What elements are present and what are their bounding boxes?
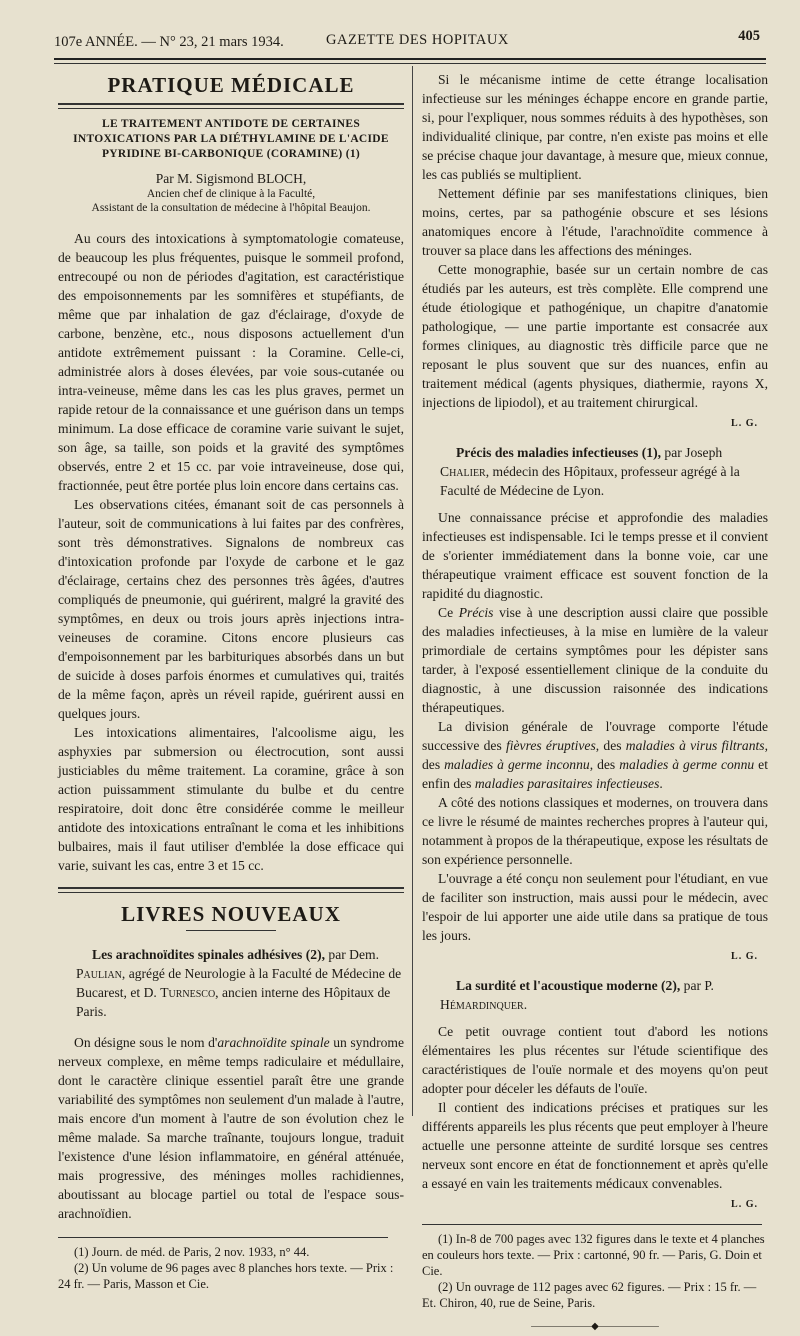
footnote: (2) Un volume de 96 pages avec 8 planches hors texte. — Prix : 24 fr. — Paris, Masson et Cie.	[58, 1261, 394, 1291]
review-paragraph: Ce Précis vise à une description aussi claire que possible des maladies infectieuses, à la mise en lumière de la valeur primordiale de certains symptômes pour les dépister sans tarder, à l'exposé essentiellement clinique de la conduite du diagnostic, à une discussion raisonnée des indications thérapeutiques.	[422, 605, 769, 715]
book-author: Turnesco	[160, 985, 216, 1000]
footnote-rule	[58, 1237, 388, 1238]
footnote: (1) In-8 de 700 pages avec 132 figures dans le texte et 4 planches en couleurs hors texte. — Prix : cartonné, 90 fr. — Paris, G. Doin et Cie.	[422, 1232, 765, 1278]
page-number: 405	[738, 28, 760, 44]
review-paragraph: Ce petit ouvrage contient tout d'abord les notions élémentaires les plus récentes sur l'étude scientifique des caractéristiques de l'ouïe normale et des moyens qu'on peut adopter pour déceler les défauts de l'ouïe.	[422, 1024, 768, 1096]
reviewer-signature: L. G.	[731, 418, 758, 429]
right-column	[422, 70, 768, 1336]
article-author: Par M. Sigismond BLOCH,	[155, 171, 307, 186]
section-rule	[58, 103, 404, 109]
book-heading: La surdité et l'acoustique moderne (2), par P. Hémardinquer.	[440, 978, 714, 1012]
book-title: La surdité et l'acoustique moderne (2),	[456, 978, 681, 993]
column-divider	[412, 66, 413, 1116]
review-paragraph: On désigne sous le nom d'arachnoïdite spinale un syndrome nerveux complexe, en même temps radiculaire et médullaire, dont le caractère clinique essentiel paraît être une grande variabilité des symptômes non seulement d'un malade à l'autre, mais encore d'un moment à l'autre de son évolution chez le même malade. Sa marche traînante, toujours longue, traduit l'existence d'une lésion inflammatoire, en général atténuée, mais progressive, des méninges molles rachidiennes, aboutissant au blocage partiel ou total de l'espace sous-arachnoïdien.	[58, 1035, 405, 1221]
book-heading: Précis des maladies infectieuses (1), par Joseph Chalier, médecin des Hôpitaux, professeur agrégé à la Faculté de Médecine de Lyon.	[440, 445, 740, 498]
footnote-rule	[422, 1224, 762, 1225]
article-paragraph: Au cours des intoxications à symptomatologie comateuse, de beaucoup les plus fréquentes, puisque le sommeil profond, entrecoupé ou non de périodes d'agitation, est caractéristique des empoisonnements par les somnifères et stupéfiants, de même que par inhalation de gaz d'éclairage, d'oxyde de carbone, benzène, etc., nous disposons actuellement d'un antidote extrêmement puissant : la Coramine. Celle-ci, administrée alors à doses élevées, par voie sous-cutanée ou intra-veineuse, même dans les cas les plus graves, permet un rapide retour de la connaissance et une guérison dans un temps minimum. La dose efficace de coramine varie suivant le sujet, son âge, sa taille, son poids et la gravité des symptômes observés, entre 2 et 15 cc. par voie intraveineuse, dose qui, fractionnée, peut être portée plus loin encore dans certains cas.	[58, 231, 404, 493]
review-paragraph: Cette monographie, basée sur un certain nombre de cas étudiés par les auteurs, est très complète. Elle comprend une étude étiologique et pathogénique, un chapitre d'anatomie pathologique, — une partie importante est consacrée aux formes cliniques, au diagnostic très difficile parce que ne reposant le plus souvent que sur des nuances, enfin au traitement médical (agents physiques, diathermie, rayons X, injections de lipiodol), et au traitement chirurgical.	[422, 262, 768, 410]
end-ornament-icon: ——————◆——————	[531, 1321, 659, 1332]
author-affiliation-1: Ancien chef de clinique à la Faculté,	[146, 188, 316, 200]
book-author: Paulian	[76, 966, 122, 981]
reviewer-signature: L. G.	[731, 951, 758, 962]
footnote: (1) Journ. de méd. de Paris, 2 nov. 1933, n° 44.	[74, 1245, 310, 1259]
section-rule	[58, 887, 404, 893]
header-rule	[54, 58, 766, 60]
author-affiliation-2: Assistant de la consultation de médecine à l'hôpital Beaujon.	[91, 202, 371, 214]
article-title: LE TRAITEMENT ANTIDOTE DE CERTAINES INTOXICATIONS PAR LA DIÉTHYLAMINE DE L'ACIDE PYRIDINE BI-CARBONIQUE (CORAMINE) (1)	[73, 118, 389, 160]
issue-line: 107e ANNÉE. — N° 23, 21 mars 1934.	[54, 34, 284, 50]
review-paragraph: Il contient des indications précises et pratiques sur les différents appareils les plus récents que peut employer à l'heure actuelle une personne atteinte de surdité lorsque ses centres nerveux sont encore en état de fonctionnement et après qu'elle a essayé en vain les traitements médicaux convenables.	[422, 1100, 768, 1191]
review-paragraph: Si le mécanisme intime de cette étrange localisation infectieuse sur les méninges échappe encore en grande partie, si, pour l'expliquer, nous sommes réduits à des hypothèses, son individualité clinique, par contre, n'en existe pas moins et elle se précise chaque jour davantage, à mesure que, mieux connue, les cas publiés se multiplient.	[422, 72, 768, 182]
header-rule-thin	[54, 63, 766, 64]
book-title: Précis des maladies infectieuses (1),	[456, 445, 661, 460]
review-paragraph: Nettement définie par ses manifestations cliniques, bien moins, certes, par sa pathogénie obscure et ses lésions anatomiques encore à l'étude, l'arachnoïdite commence à trouver sa place dans les affections des méninges.	[422, 186, 768, 258]
section-title-livres: LIVRES NOUVEAUX	[121, 902, 341, 926]
book-author: Chalier	[440, 464, 486, 479]
left-column	[58, 72, 404, 1292]
short-rule	[186, 930, 276, 931]
book-title: Les arachnoïdites spinales adhésives (2),	[92, 947, 325, 962]
review-paragraph: Une connaissance précise et approfondie des maladies infectieuses est indispensable. Ici le temps presse et il convient de s'orienter immédiatement dans la bonne voie, car une thérapeutique vraiment efficace est souvent fonction de la rapidité du diagnostic.	[422, 510, 768, 601]
article-paragraph: Les intoxications alimentaires, l'alcoolisme aigu, les asphyxies par submersion ou électrocution, sont aussi justiciables du même traitement. La coramine, grâce à son action puissamment stimulante du bulbe et du centre respiratoire, doit donc être considérée comme le meilleur antidote des intoxications entraînant le coma et les inhibitions bulbaires, mais il faut utiliser d'emblée la dose efficace qui varie, suivant les cas, entre 3 et 15 cc.	[58, 725, 404, 873]
book-author: Hémardinquer	[440, 997, 524, 1012]
reviewer-signature: L. G.	[731, 1199, 758, 1210]
article-paragraph: Les observations citées, émanant soit de cas personnels à l'auteur, soit de communications à lui faites par des confrères, sont très démonstratives. Signalons de nombreux cas d'intoxication profonde par l'oxyde de carbone et le gaz d'éclairage, certains chez des personnes très âgées, d'autres compliqués de pneumonie, qui guérirent, malgré la gravité des symptômes, en deux ou trois jours après injections intra-veineuses de coramine. Citons encore plusieurs cas d'empoisonnement par les barbituriques absorbés dans un but de suicide à doses parfois énormes et cumulatives qui, traités de la même façon, après un réveil rapide, guérirent aussi en quelques jours.	[58, 497, 404, 721]
review-paragraph: La division générale de l'ouvrage comporte l'étude successive des fièvres éruptives, des maladies à virus filtrants, des maladies à germe inconnu, des maladies à germe connu et enfin des maladies parasitaires infectieuses.	[422, 719, 768, 791]
section-title-pratique: PRATIQUE MÉDICALE	[107, 73, 355, 97]
review-paragraph: A côté des notions classiques et modernes, on trouvera dans ce livre le résumé de maintes recherches propres à l'auteur qui, notamment à propos de la thérapeutique, expose les résultats de son expérience personnelle.	[422, 795, 768, 867]
book-heading: Les arachnoïdites spinales adhésives (2), par Dem. Paulian, agrégé de Neurologie à la Faculté de Médecine de Bucarest, et D. Turnesco, ancien interne des Hôpitaux de Paris.	[76, 947, 402, 1019]
running-header	[54, 28, 760, 52]
journal-name: GAZETTE DES HOPITAUX	[326, 32, 509, 48]
review-paragraph: L'ouvrage a été conçu non seulement pour l'étudiant, en vue de faciliter son instruction, mais aussi pour le médecin, avec l'espoir de lui apporter une aide utile dans sa pratique de tous les jours.	[422, 871, 768, 943]
footnote: (2) Un ouvrage de 112 pages avec 62 figures. — Prix : 15 fr. — Et. Chiron, 40, rue de Seine, Paris.	[422, 1280, 757, 1310]
